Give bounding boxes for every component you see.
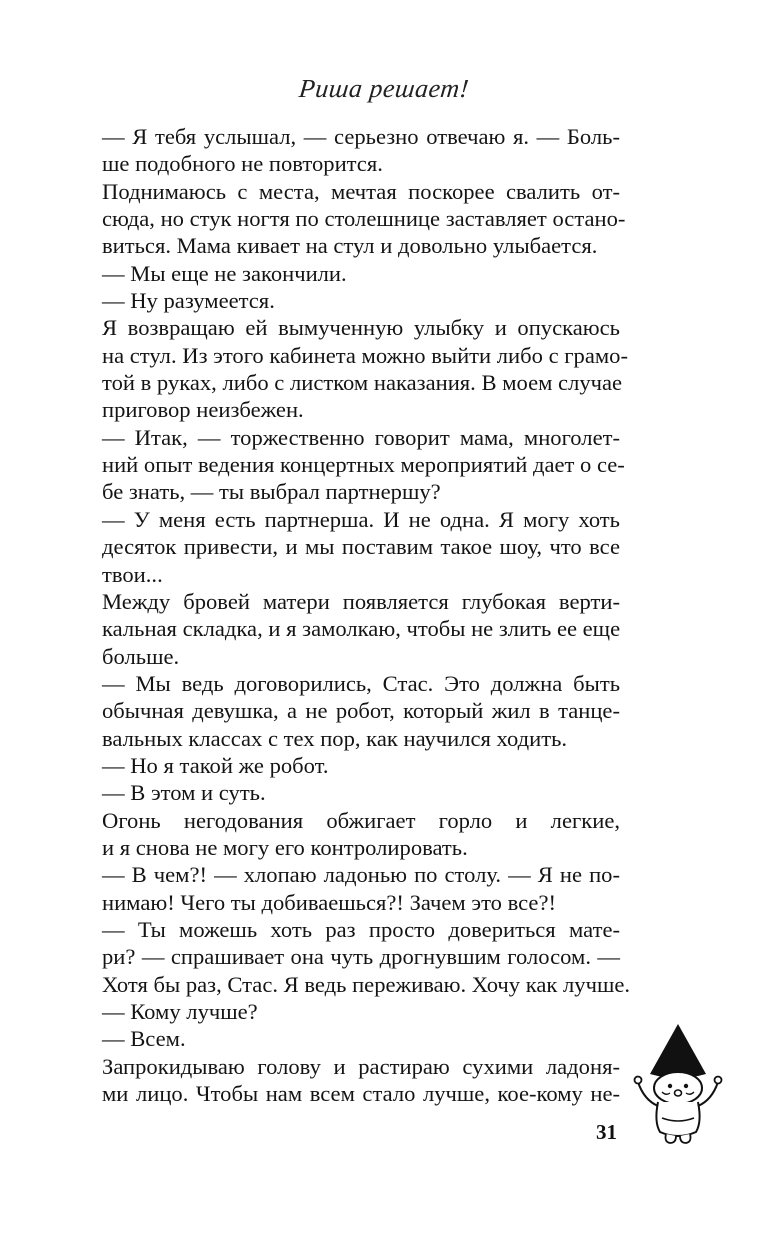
text-line: Огонь негодования обжигает горло и легкие,: [102, 807, 620, 833]
text-line: — Ты можешь хоть раз просто довериться мате-: [102, 916, 620, 942]
text-line: — В этом и суть.: [102, 780, 266, 806]
text-line: — Кому лучше?: [102, 999, 258, 1024]
text-line: кальная складка, и я замолкаю, чтобы не злить ее еще: [102, 616, 621, 642]
text-line: — Ну разумеется.: [102, 288, 275, 314]
text-line: ний опыт ведения концертных мероприятий дает о се-: [102, 452, 625, 478]
text-line: вальных классах с тех пор, как научился ходить.: [102, 725, 568, 751]
text-line: бе знать, — ты выбрал партнершу?: [102, 479, 441, 505]
text-line: Я возвращаю ей вымученную улыбку и опускаюсь: [102, 315, 620, 341]
text-line: ри? — спрашивает она чуть дрогнувшим голосом. —: [102, 944, 620, 970]
text-line: — В чем?! — хлопаю ладонью по столу. — Я не по-: [102, 862, 620, 888]
text-line: — У меня есть партнерша. И не одна. Я могу хоть: [102, 506, 620, 532]
text-line: ше подобного не повторится.: [102, 151, 383, 177]
gnome-hat: [650, 1024, 706, 1078]
text-line: Между бровей матери появляется глубокая верти-: [102, 588, 620, 614]
text-line: на стул. Из этого кабинета можно выйти либо с грамо-: [102, 342, 628, 368]
text-line: — Мы ведь договорились, Стас. Это должна быть: [102, 670, 620, 696]
gnome-head: [654, 1072, 702, 1104]
text-line: больше.: [102, 643, 180, 669]
text-line: той в руках, либо с листком наказания. В моем случае: [102, 370, 623, 396]
gnome-icon: [632, 1022, 724, 1146]
text-line: виться. Мама кивает на стул и довольно улыбается.: [102, 233, 598, 259]
text-line: сюда, но стук ногтя по столешнице заставляет остано-: [102, 206, 626, 232]
running-head: Риша решает!: [297, 74, 471, 103]
text-line: — Я тебя услышал, — серьезно отвечаю я. — Боль-: [102, 124, 620, 149]
text-line: Хотя бы раз, Стас. Я ведь переживаю. Хочу как лучше.: [102, 971, 631, 997]
text-line: десяток привести, и мы поставим такое шоу, что все: [102, 534, 620, 560]
text-line: приговор неизбежен.: [102, 397, 304, 423]
text-line: нимаю! Чего ты добиваешься?! Зачем это все?!: [102, 889, 557, 915]
text-line: Поднимаюсь с места, мечтая поскорее свалить от-: [102, 178, 620, 204]
text-line: — Мы еще не закончили.: [102, 260, 347, 286]
page-number: 31: [596, 1120, 617, 1144]
gnome-eye-right: [684, 1084, 688, 1088]
text-line: и я снова не могу его контролировать.: [102, 834, 468, 860]
text-line: — Всем.: [102, 1026, 186, 1052]
text-line: Запрокидываю голову и растираю сухими ладоня-: [102, 1053, 620, 1079]
text-line: обычная девушка, а не робот, который жил в танце-: [102, 698, 620, 724]
gnome-eye-left: [668, 1084, 672, 1088]
text-line: — Но я такой же робот.: [102, 752, 329, 778]
text-line: ми лицо. Чтобы нам всем стало лучше, кое-кому не-: [102, 1081, 620, 1107]
body-text: [102, 123, 631, 1107]
text-line: — Итак, — торжественно говорит мама, многолет-: [102, 424, 620, 450]
text-line: твои...: [102, 561, 163, 587]
